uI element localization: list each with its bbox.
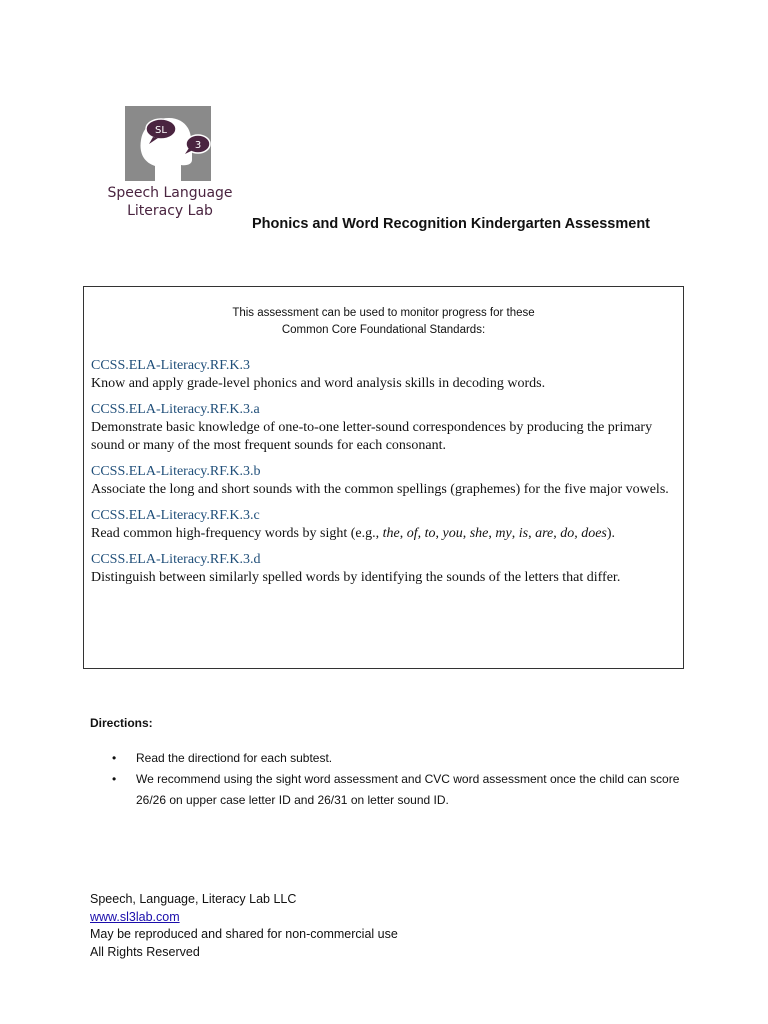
footer	[90, 891, 398, 961]
standard-code: CCSS.ELA-Literacy.RF.K.3.b	[91, 464, 261, 479]
direction-text: Read the directiond for each subtest.	[136, 751, 333, 765]
standard-item	[91, 463, 676, 499]
logo-text	[100, 184, 240, 220]
sight-word: you	[442, 526, 463, 541]
standard-code: CCSS.ELA-Literacy.RF.K.3.a	[91, 402, 260, 417]
standard-description: Demonstrate basic knowledge of one-to-one letter-sound correspondences by producing the primary sound or many of the most frequent sounds for each consonant.	[91, 420, 653, 453]
direction-text: We recommend using the sight word assessment and CVC word assessment once the child can score 26/26 on upper case letter ID and 26/31 on letter sound ID.	[136, 772, 680, 807]
sight-word: do	[560, 526, 575, 541]
intro-line-1: This assessment can be used to monitor progress for these	[232, 307, 535, 319]
standard-code: CCSS.ELA-Literacy.RF.K.3.d	[91, 552, 261, 567]
logo-line-2: Literacy Lab	[127, 203, 213, 219]
page-title: Phonics and Word Recognition Kindergarten Assessment	[252, 216, 651, 232]
standard-description: Associate the long and short sounds with the common spellings (graphemes) for the five major vowels.	[91, 482, 669, 497]
head-silhouette-logo-icon	[125, 106, 211, 181]
rights-notice: All Rights Reserved	[90, 944, 200, 959]
description-suffix: ).	[606, 526, 616, 541]
sight-word: does	[581, 526, 607, 541]
direction-item	[112, 748, 682, 769]
standard-item	[91, 401, 676, 455]
standard-item	[91, 507, 676, 543]
standard-item	[91, 551, 676, 587]
bullet-icon: •	[112, 772, 117, 786]
logo-line-1: Speech Language	[107, 185, 233, 201]
direction-item	[112, 769, 682, 811]
sight-word: she	[469, 526, 489, 541]
company-name: Speech, Language, Literacy Lab LLC	[90, 892, 297, 906]
intro-line-2: Common Core Foundational Standards:	[281, 324, 486, 336]
sight-word: the	[382, 526, 400, 541]
website-link[interactable]: www.sl3lab.com	[90, 909, 180, 924]
standard-code: CCSS.ELA-Literacy.RF.K.3.c	[91, 508, 260, 523]
sight-word: are	[535, 526, 554, 541]
directions-list	[112, 748, 682, 811]
sight-word: is	[518, 526, 529, 541]
logo	[100, 106, 240, 224]
sight-word: of	[406, 526, 418, 541]
standard-description: Read common high-frequency words by sight (e.g., the, of, to, you, she, my, is, are, do, does).	[91, 526, 616, 541]
standard-description: Distinguish between similarly spelled words by identifying the sounds of the letters that differ.	[91, 570, 621, 585]
logo-badge-3: 3	[194, 140, 202, 151]
logo-badge-sl: SL	[155, 125, 167, 136]
sight-word: my	[495, 526, 512, 541]
standard-item	[91, 357, 676, 393]
reproduction-notice: May be reproduced and shared for non-commercial use	[90, 927, 398, 941]
standards-intro	[84, 305, 683, 339]
description-prefix: Read common high-frequency words by sight (e.g.,	[91, 526, 383, 541]
bullet-icon: •	[112, 751, 117, 765]
standards-box	[83, 286, 684, 669]
sight-word: to	[424, 526, 436, 541]
standard-description: Know and apply grade-level phonics and word analysis skills in decoding words.	[91, 376, 546, 391]
directions-label: Directions:	[90, 716, 153, 730]
standard-code: CCSS.ELA-Literacy.RF.K.3	[91, 358, 250, 373]
standards-list	[91, 357, 676, 595]
